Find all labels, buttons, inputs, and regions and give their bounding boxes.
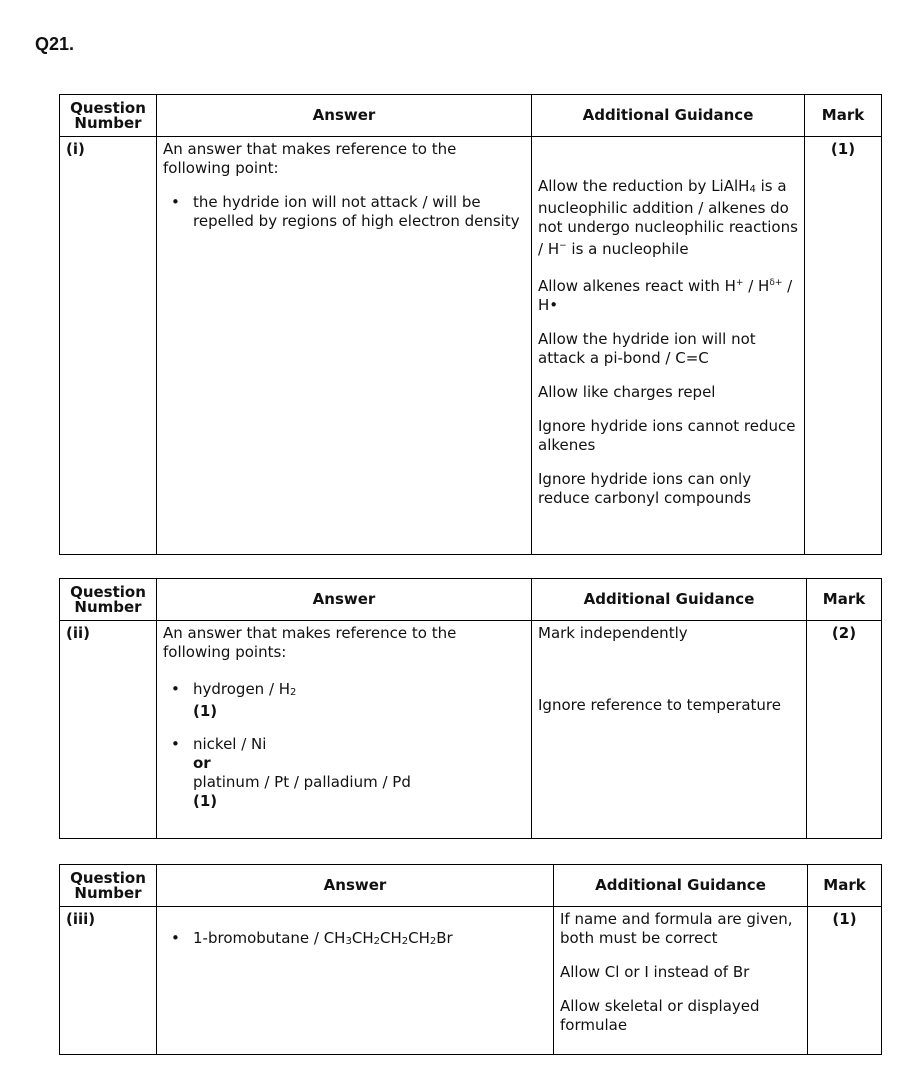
answer-cell: [157, 621, 532, 839]
question-title: Q21.: [35, 34, 75, 54]
guidance-item: Ignore hydride ions can only reduce carbonyl compounds: [538, 470, 752, 507]
header-additional-guidance: Additional Guidance: [532, 579, 807, 621]
guidance-item: Allow the reduction by LiAlH4 is a nucleophilic addition / alkenes do not undergo nucleophilic reactions / H− is a nucleophile: [538, 177, 798, 258]
answer-bullet: • nickel / Ni or platinum / Pt / palladium / Pd (1): [163, 735, 525, 811]
guidance-item: Allow Cl or I instead of Br: [560, 963, 750, 981]
answer-cell: [157, 907, 554, 1055]
header-mark: Mark: [808, 865, 882, 907]
mark-cell: (1): [805, 137, 882, 555]
mark-cell: (1): [808, 907, 882, 1055]
header-question-number: Question Number: [60, 865, 157, 907]
answer-bullet-list: [163, 193, 525, 231]
answer-bullet-list: [163, 929, 547, 951]
header-mark: Mark: [807, 579, 882, 621]
answer-bullet: • 1-bromobutane / CH3CH2CH2CH2Br: [163, 929, 547, 951]
answer-intro: An answer that makes reference to the following points:: [163, 624, 457, 661]
guidance-item: If name and formula are given, both must be correct: [560, 910, 793, 947]
guidance-item: Allow skeletal or displayed formulae: [560, 997, 760, 1034]
answer-cell: [157, 137, 532, 555]
guidance-cell: [532, 621, 807, 839]
header-answer: Answer: [157, 95, 532, 137]
answer-bullet: • hydrogen / H2 (1): [163, 680, 525, 721]
mark-scheme-table-iii: [59, 864, 882, 1055]
question-number-cell: (ii): [60, 621, 157, 839]
answer-intro: An answer that makes reference to the following point:: [163, 140, 457, 177]
guidance-item: Ignore reference to temperature: [538, 696, 781, 714]
header-answer: Answer: [157, 579, 532, 621]
mark-scheme-table-i: [59, 94, 882, 555]
header-question-number: Question Number: [60, 579, 157, 621]
header-additional-guidance: Additional Guidance: [554, 865, 808, 907]
guidance-cell: [554, 907, 808, 1055]
guidance-item: Allow like charges repel: [538, 383, 716, 401]
answer-bullet-list: [163, 680, 525, 811]
bullet-mark: (1): [193, 792, 218, 810]
guidance-item: Allow alkenes react with $H^+ / H^{\delta+}$ / H•: [538, 277, 793, 314]
header-mark: Mark: [805, 95, 882, 137]
guidance-item: Mark independently: [538, 624, 688, 642]
mark-cell: (2): [807, 621, 882, 839]
mark-scheme-table-ii: [59, 578, 882, 839]
guidance-cell: [532, 137, 805, 555]
header-question-number: Question Number: [60, 95, 157, 137]
guidance-item: Allow the hydride ion will not attack a pi-bond / C=C: [538, 330, 756, 367]
header-answer: Answer: [157, 865, 554, 907]
answer-bullet: • the hydride ion will not attack / will be repelled by regions of high electron density: [163, 193, 525, 231]
guidance-item: Ignore hydride ions cannot reduce alkenes: [538, 417, 796, 454]
header-additional-guidance: Additional Guidance: [532, 95, 805, 137]
bullet-mark: (1): [193, 702, 218, 720]
question-number-cell: (iii): [60, 907, 157, 1055]
question-number-cell: (i): [60, 137, 157, 555]
or-connector: or: [193, 754, 211, 772]
